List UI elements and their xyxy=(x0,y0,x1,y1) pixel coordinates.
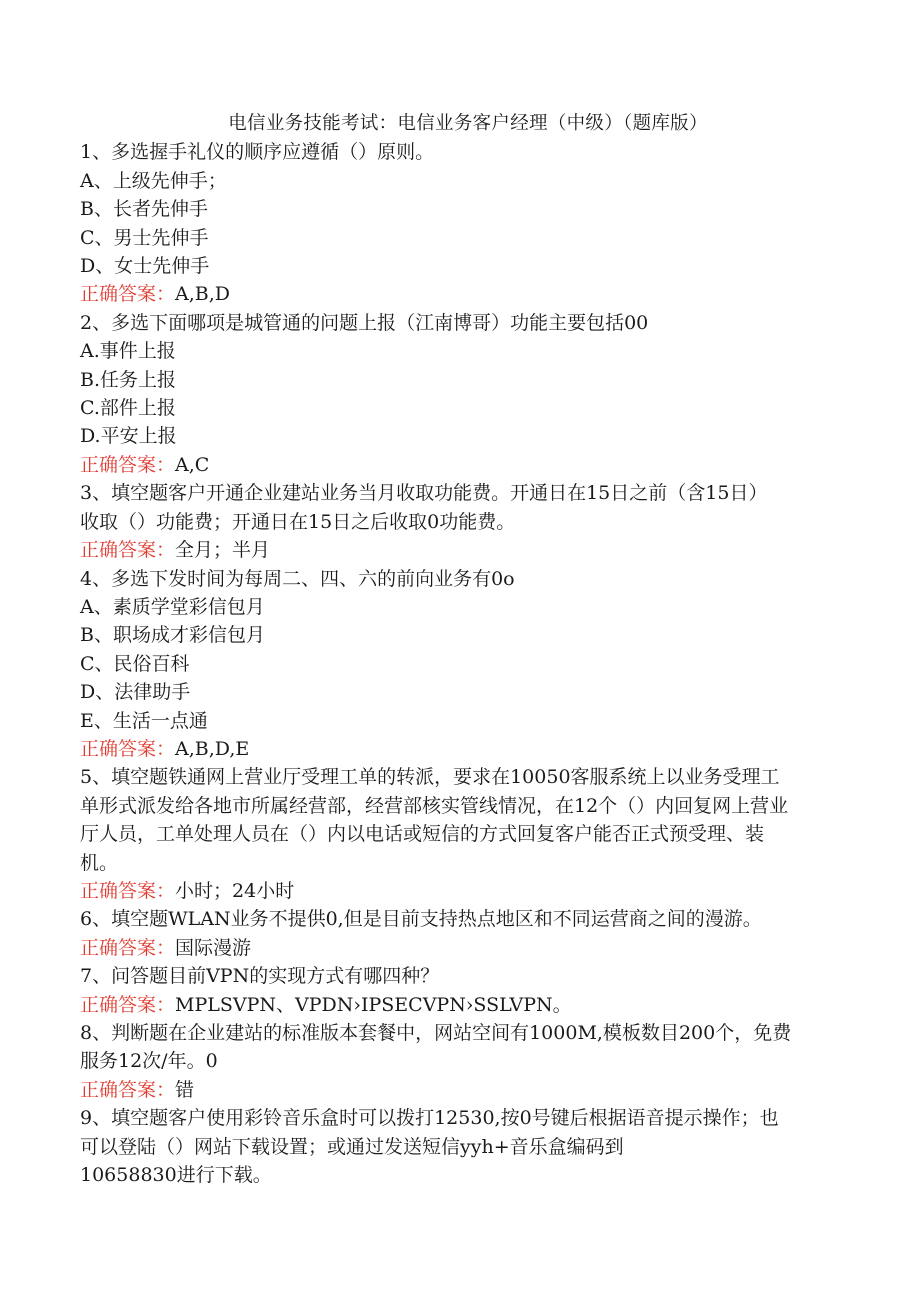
question-list xyxy=(80,138,840,1189)
question-block xyxy=(80,565,840,764)
correct-answer-label: 正确答案： xyxy=(80,283,176,306)
question-block xyxy=(80,309,840,479)
question-text: 单形式派发给各地市所属经营部，经营部核实管线情况，在12个（）内回复网上营业 xyxy=(80,794,789,817)
correct-answer-value: MPLSVPN、VPDN›IPSECVPN›SSLVPN。 xyxy=(175,993,572,1016)
correct-answer-label: 正确答案： xyxy=(80,453,176,476)
question-text: 服务12次/年。0 xyxy=(80,1050,218,1073)
question-text: 5、填空题铁通网上营业厅受理工单的转派，要求在10050客服系统上以业务受理工 xyxy=(80,766,780,789)
correct-answer-label: 正确答案： xyxy=(80,737,176,760)
question-text: 7、问答题目前VPN的实现方式有哪四种？ xyxy=(80,965,440,988)
correct-answer xyxy=(80,536,840,564)
document-page xyxy=(80,110,840,1189)
question-block xyxy=(80,905,840,962)
correct-answer-label: 正确答案： xyxy=(80,879,176,902)
question-text: 机。 xyxy=(80,851,119,874)
answer-option: A、上级先伸手； xyxy=(80,169,227,192)
question-block xyxy=(80,763,840,905)
question-text: 10658830进行下载。 xyxy=(80,1164,272,1187)
answer-option: B、长者先伸手 xyxy=(80,198,208,221)
correct-answer xyxy=(80,735,840,763)
answer-option: C.部件上报 xyxy=(80,397,176,420)
question-block xyxy=(80,138,840,308)
question-text: 6、填空题WLAN业务不提供0,但是目前支持热点地区和不同运营商之间的漫游。 xyxy=(80,908,762,931)
correct-answer-value: 错 xyxy=(175,1078,195,1101)
correct-answer-value: A,C xyxy=(175,453,210,476)
correct-answer xyxy=(80,1076,840,1104)
correct-answer-label: 正确答案： xyxy=(80,993,176,1016)
correct-answer xyxy=(80,934,840,962)
question-text: 8、判断题在企业建站的标准版本套餐中，网站空间有1000M,模板数目200个，免费 xyxy=(80,1022,792,1044)
question-block xyxy=(80,962,840,1019)
answer-option: A.事件上报 xyxy=(80,340,176,363)
question-block xyxy=(80,1104,840,1189)
question-text: 2、多选下面哪项是城管通的问题上报（江南博哥）功能主要包括00 xyxy=(80,311,649,334)
answer-option: C、民俗百科 xyxy=(80,652,190,675)
correct-answer-label: 正确答案： xyxy=(80,539,176,562)
correct-answer xyxy=(80,991,840,1019)
question-text: 收取（）功能费；开通日在15日之后收取0功能费。 xyxy=(80,510,516,533)
answer-option: D、法律助手 xyxy=(80,681,191,704)
question-text: 4、多选下发时间为每周二、四、六的前向业务有0o xyxy=(80,567,515,590)
answer-option: B、职场成才彩信包月 xyxy=(80,624,265,647)
correct-answer xyxy=(80,280,840,308)
question-block xyxy=(80,1019,840,1104)
correct-answer xyxy=(80,451,840,479)
question-text: 1、多选握手礼仪的顺序应遵循（）原则。 xyxy=(80,141,435,164)
question-text: 可以登陆（）网站下载设置；或通过发送短信yyh+音乐盒编码到 xyxy=(80,1135,624,1158)
correct-answer-label: 正确答案： xyxy=(80,936,176,959)
correct-answer-value: A,B,D xyxy=(175,283,231,306)
answer-option: E、生活一点通 xyxy=(80,709,208,732)
answer-option: C、男士先伸手 xyxy=(80,226,209,249)
answer-option: D、女士先伸手 xyxy=(80,255,210,278)
answer-option: A、素质学堂彩信包月 xyxy=(80,595,265,618)
correct-answer-value: A,B,D,E xyxy=(175,737,250,760)
question-block xyxy=(80,479,840,564)
question-text: 9、填空题客户使用彩铃音乐盒时可以拨打12530,按0号键后根据语音提示操作；也 xyxy=(80,1107,779,1130)
correct-answer-value: 全月；半月 xyxy=(175,539,271,562)
correct-answer-value: 国际漫游 xyxy=(175,936,252,959)
correct-answer-value: 小时；24小时 xyxy=(175,879,295,902)
answer-option: B.任务上报 xyxy=(80,368,177,391)
question-text: 3、填空题客户开通企业建站业务当月收取功能费。开通日在15日之前（含15日） xyxy=(80,482,768,505)
answer-option: D.平安上报 xyxy=(80,425,177,448)
question-text: 厅人员，工单处理人员在（）内以电话或短信的方式回复客户能否正式预受理、装 xyxy=(80,823,765,846)
document-title: 电信业务技能考试：电信业务客户经理（中级）（题库版） xyxy=(228,113,708,134)
correct-answer-label: 正确答案： xyxy=(80,1078,176,1101)
correct-answer xyxy=(80,877,840,905)
